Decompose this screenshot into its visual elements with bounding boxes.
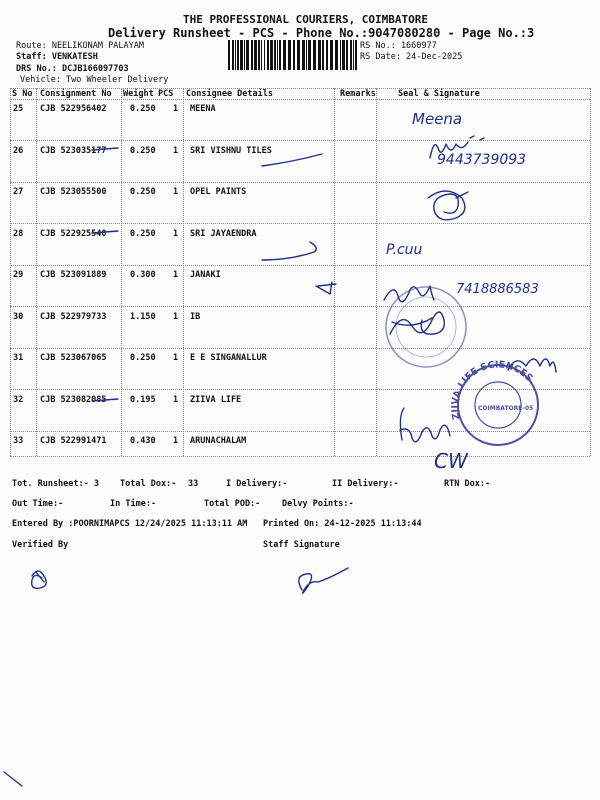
row-weight: 0.195	[130, 395, 156, 405]
staff-signature-label: Staff Signature	[263, 540, 340, 550]
row-pcs: 1	[173, 229, 179, 239]
rs-no-label: RS No.: 1660977	[360, 41, 437, 51]
hw-phone-26: 9443739093	[437, 152, 527, 168]
row-pcs: 1	[173, 395, 179, 405]
entered-by: Entered By :POORNIMAPCS 12/24/2025 11:13:11 AM	[12, 519, 248, 529]
summary-out-time: Out Time:-	[12, 499, 64, 509]
rs-date-label: RS Date: 24-Dec-2025	[360, 52, 463, 62]
row-consignment-no: CJB 522925540	[40, 229, 107, 239]
row-consignment-no: CJB 523091889	[40, 270, 107, 280]
row-consignment-no: CJB 522979733	[40, 312, 107, 322]
hw-phone-29: 7418886583	[456, 282, 539, 297]
row-consignee: ARUNACHALAM	[190, 436, 247, 446]
company-title: THE PROFESSIONAL COURIERS, COIMBATORE	[183, 13, 429, 26]
drs-label: DRS No.: DCJB166097703	[16, 64, 129, 74]
route-label: Route: NEELIKONAM PALAYAM	[16, 41, 144, 51]
row-consignee: MEENA	[190, 104, 216, 114]
printed-on: Printed On: 24-12-2025 11:13:44	[263, 519, 422, 529]
row-sno: 27	[13, 187, 24, 197]
hw-signature-32	[400, 408, 450, 442]
row-consignment-no: CJB 523035177	[40, 146, 107, 156]
row-consignment-no: CJB 522956402	[40, 104, 107, 114]
stamp-line2: COIMBATORE-05	[478, 405, 534, 412]
row-consignment-no: CJB 522991471	[40, 436, 107, 446]
stamp-line1: ZIIVA LIFE SCIENCES	[449, 359, 535, 421]
hw-cw: CW	[434, 449, 468, 473]
summary-dox-value: 33	[188, 479, 199, 489]
hw-signature-27	[428, 191, 468, 220]
row-pcs: 1	[173, 104, 179, 114]
row-sno: 32	[13, 395, 24, 405]
row-weight: 1.150	[130, 312, 156, 322]
col-header-consignee: Consignee Details	[186, 89, 273, 99]
summary-rtn-dox: RTN Dox:-	[444, 479, 491, 489]
row-pcs: 1	[173, 270, 179, 280]
hw-strike-26	[92, 148, 118, 150]
row-consignment-no: CJB 523055500	[40, 187, 107, 197]
summary-delvy-points: Delvy Points:-	[282, 499, 354, 509]
summary-in-time: In Time:-	[110, 499, 157, 509]
ziiva-stamp	[450, 359, 538, 445]
col-header-weight: Weight	[123, 89, 154, 99]
row-consignee: IB	[190, 312, 201, 322]
vehicle-label: Vehicle: Two Wheeler Delivery	[20, 75, 169, 85]
hw-arrow-26	[262, 154, 322, 166]
summary-runsheet: Tot. Runsheet:- 3	[12, 479, 99, 489]
row-pcs: 1	[173, 146, 179, 156]
summary-ii-delivery: II Delivery:-	[332, 479, 399, 489]
row-sno: 31	[13, 353, 24, 363]
summary-total-dox: Total Dox:-	[120, 479, 177, 489]
row-consignee: JANAKI	[190, 270, 221, 280]
row-pcs: 1	[173, 187, 179, 197]
col-header-seal: Seal & Signature	[398, 89, 480, 99]
hw-arrow-28	[262, 242, 316, 260]
col-header-consignment: Consignment No	[40, 89, 112, 99]
row-consignee: SRI JAYAENDRA	[190, 229, 257, 239]
row-weight: 0.250	[130, 104, 156, 114]
scan-mark	[4, 772, 22, 786]
row-consignee: E E SINGANALLUR	[190, 353, 267, 363]
row-sno: 30	[13, 312, 24, 322]
round-stamp-inner	[396, 297, 456, 357]
verified-by: Verified By	[12, 540, 69, 550]
verified-signature	[32, 571, 47, 588]
row-weight: 0.250	[130, 353, 156, 363]
hw-receiver-28: P.cuu	[386, 242, 423, 258]
row-pcs: 1	[173, 436, 179, 446]
row-consignee: ZIIVA LIFE	[190, 395, 242, 405]
staff-signature-mark	[299, 568, 348, 593]
row-sno: 29	[13, 270, 24, 280]
hw-strike-28	[92, 231, 118, 233]
col-header-pcs: PCS	[158, 89, 174, 99]
row-pcs: 1	[173, 353, 179, 363]
row-pcs: 1	[173, 312, 179, 322]
row-consignment-no: CJB 523067065	[40, 353, 107, 363]
hw-meena: Meena	[412, 110, 463, 128]
row-weight: 0.250	[130, 229, 156, 239]
col-header-remarks: Remarks	[340, 89, 376, 99]
hw-signature-29	[384, 286, 434, 302]
row-sno: 28	[13, 229, 24, 239]
row-sno: 25	[13, 104, 24, 114]
summary-i-delivery: I Delivery:-	[226, 479, 288, 489]
hw-arrow-29	[316, 282, 336, 294]
row-weight: 0.300	[130, 270, 156, 280]
row-weight: 0.250	[130, 187, 156, 197]
round-stamp	[386, 287, 466, 367]
row-consignee: OPEL PAINTS	[190, 187, 247, 197]
row-weight: 0.430	[130, 436, 156, 446]
hw-strike-32	[92, 399, 118, 401]
row-sno: 26	[13, 146, 24, 156]
col-header-sno: S No	[12, 89, 33, 99]
row-sno: 33	[13, 436, 24, 446]
runsheet-subtitle: Delivery Runsheet - PCS - Phone No.:9047080280 - Page No.:3	[108, 26, 535, 40]
row-weight: 0.250	[130, 146, 156, 156]
staff-label: Staff: VENKATESH	[16, 52, 98, 62]
row-consignment-no: CJB 523082085	[40, 395, 107, 405]
summary-total-pod: Total POD:-	[204, 499, 261, 509]
row-consignee: SRI VISHNU TILES	[190, 146, 272, 156]
